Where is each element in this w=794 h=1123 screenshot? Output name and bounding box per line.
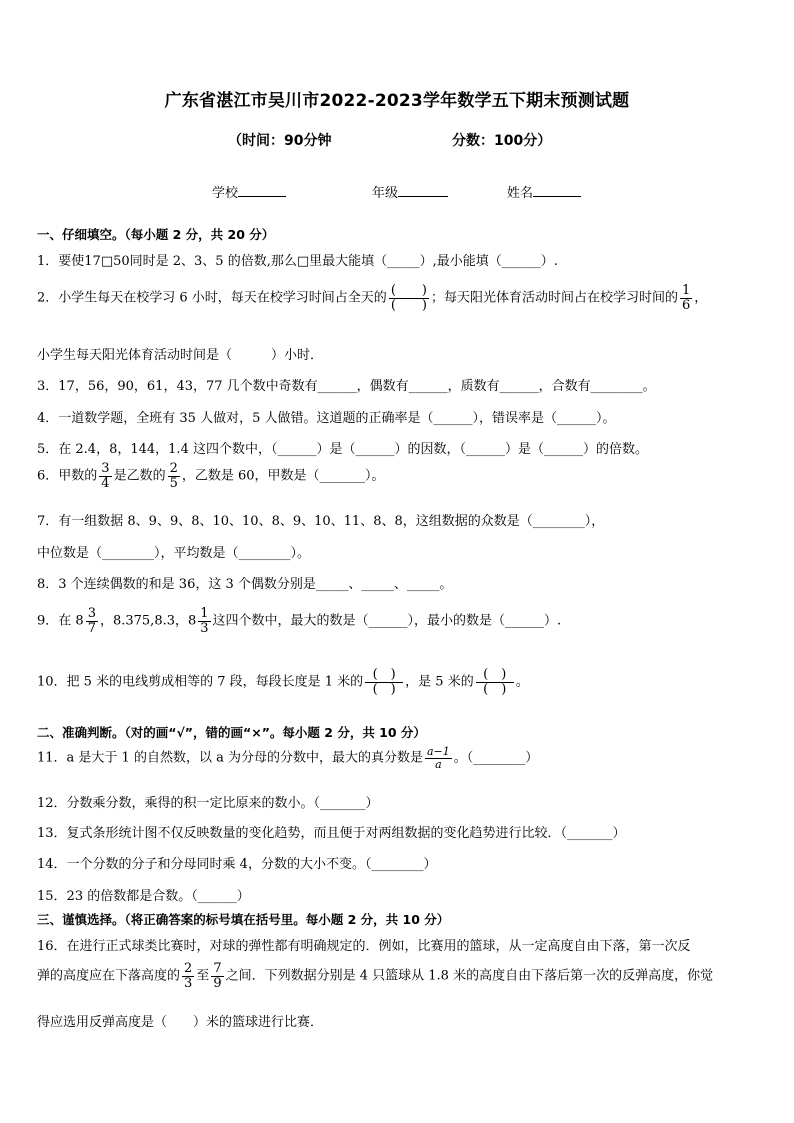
question-12: 12．分数乘分数，乘得的积一定比原来的数小。（_______） bbox=[37, 796, 379, 811]
question-6-fraction-2: $\frac{2}{5}$ bbox=[169, 461, 178, 491]
question-16-fraction-2: $\frac{7}{9}$ bbox=[213, 961, 222, 991]
grade-label: 年级 bbox=[372, 186, 399, 201]
question-16-line-2: 弹的高度应在下落高度的 $\frac{2}{3}$ 至 $\frac{7}{9}$ 之间．下列数据分别是 4 只篮球从 1.8 米的高度自由下落后第一次的反弹高度，你觉 bbox=[37, 961, 714, 991]
question-5: 5．在 2.4，8，144，1.4 这四个数中，（______）是（______）的因数，（______）是（______）的倍数。 bbox=[37, 442, 648, 457]
question-9: 9．在 8 $\frac{3}{7}$ ，8.375,8.3，8 $\frac{1}{3}$ 这四个数中，最大的数是（______），最小的数是（______）. bbox=[37, 606, 562, 636]
question-11-fraction: $\frac{a-1}{a}$ bbox=[426, 745, 450, 771]
question-7-continued: 中位数是（________），平均数是（________）。 bbox=[37, 546, 311, 561]
name-field bbox=[507, 182, 581, 201]
question-9-fraction-2: $\frac{1}{3}$ bbox=[200, 606, 209, 636]
question-10: 10．把 5 米的电线剪成相等的 7 段，每段长度是 1 米的 $\frac{( )}{( )}$ ，是 5 米的 $\frac{( )}{( )}$ 。 bbox=[37, 667, 529, 697]
question-2-answer-fraction[interactable]: $\frac{( )}{( )}$ bbox=[390, 283, 427, 313]
question-8: 8．3 个连续偶数的和是 36，这 3 个偶数分别是_____、_____、_____。 bbox=[37, 577, 453, 592]
question-4: 4．一道数学题，全班有 35 人做对，5 人做错。这道题的正确率是（______），错误率是（______）。 bbox=[37, 411, 616, 426]
school-label: 学校 bbox=[212, 186, 239, 201]
question-14: 14．一个分数的分子和分母同时乘 4，分数的大小不变。（________） bbox=[37, 857, 437, 872]
name-blank[interactable] bbox=[533, 184, 581, 197]
section-multiple-choice: 三、谨慎选择。（将正确答案的标号填在括号里。每小题 2 分，共 10 分） bbox=[37, 912, 450, 927]
question-10-answer-fraction-1[interactable]: $\frac{( )}{( )}$ bbox=[365, 668, 403, 696]
grade-blank[interactable] bbox=[398, 184, 448, 197]
question-16-fraction-1: $\frac{2}{3}$ bbox=[184, 961, 193, 991]
exam-score: 分数：100分） bbox=[452, 133, 552, 149]
question-15: 15．23 的倍数都是合数。（______） bbox=[37, 889, 250, 904]
question-2-continued: 小学生每天阳光体育活动时间是（ ）小时． bbox=[37, 348, 324, 363]
grade-field bbox=[372, 182, 448, 201]
question-3: 3．17，56，90，61，43，77 几个数中奇数有______，偶数有______，质数有______，合数有________。 bbox=[37, 379, 656, 394]
question-11: 11．a 是大于 1 的自然数，以 a 为分母的分数中，最大的真分数是 $\frac{a-1}{a}$ 。（________） bbox=[37, 745, 539, 771]
question-13: 13．复式条形统计图不仅反映数量的变化趋势，而且便于对两组数据的变化趋势进行比较．（_______） bbox=[37, 826, 626, 841]
exam-time: （时间：90分钟 bbox=[228, 133, 332, 149]
question-9-fraction-1: $\frac{3}{7}$ bbox=[87, 606, 96, 636]
question-1: 1．要使17□50同时是 2、3、5 的倍数,那么□里最大能填（_____）,最小能填（______）. bbox=[37, 254, 558, 269]
question-16-line-3: 得应选用反弹高度是（ ）米的篮球进行比赛． bbox=[37, 1015, 324, 1030]
school-field bbox=[212, 182, 286, 201]
page-title: 广东省湛江市吴川市2022-2023学年数学五下期末预测试题 bbox=[164, 91, 630, 111]
question-2-fraction: $\frac{1}{6}$ bbox=[681, 283, 691, 313]
question-7: 7．有一组数据 8、9、9、8、10、10、8、9、10、11、8、8，这组数据的众数是（________）， bbox=[37, 514, 605, 529]
question-6: 6．甲数的 $\frac{3}{4}$ 是乙数的 $\frac{2}{5}$ ，乙数是 60，甲数是（_______）。 bbox=[37, 461, 385, 491]
question-6-fraction-1: $\frac{3}{4}$ bbox=[101, 461, 110, 491]
question-2: 2．小学生每天在校学习 6 小时，每天在校学习时间占全天的 $\frac{( )}{( )}$ ；每天阳光体育活动时间占在校学习时间的 $\frac{1}{6}$ ， bbox=[37, 283, 708, 313]
name-label: 姓名 bbox=[507, 186, 534, 201]
question-10-answer-fraction-2[interactable]: $\frac{( )}{( )}$ bbox=[476, 668, 514, 696]
section-true-false: 二、准确判断。（对的画“√”，错的画“×”。每小题 2 分，共 10 分） bbox=[37, 725, 426, 740]
section-fill-in: 一、仔细填空。（每小题 2 分，共 20 分） bbox=[37, 227, 275, 242]
school-blank[interactable] bbox=[238, 184, 286, 197]
question-16: 16．在进行正式球类比赛时，对球的弹性都有明确规定的．例如，比赛用的篮球，从一定高度自由下落，第一次反 bbox=[37, 939, 691, 954]
